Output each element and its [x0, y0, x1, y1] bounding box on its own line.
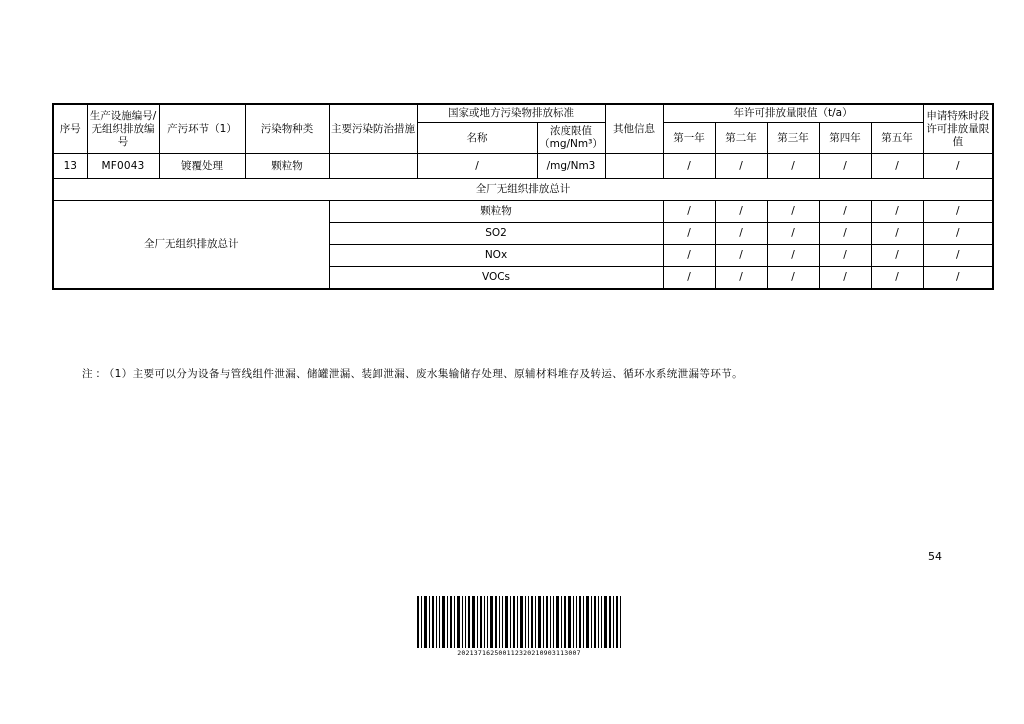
cell-other-info — [605, 154, 663, 179]
cell-special-limit: / — [923, 154, 993, 179]
header-special-limit: 申请特殊时段许可排放量限值 — [923, 104, 993, 154]
cell-year-1: / — [663, 223, 715, 245]
header-year-2: 第二年 — [715, 123, 767, 154]
header-concentration-limit: 浓度限值（mg/Nm³） — [537, 123, 605, 154]
table-header-row-1 — [53, 104, 993, 123]
table-band-row — [53, 179, 993, 201]
cell-year-2: / — [715, 267, 767, 290]
cell-process: 镀覆处理 — [159, 154, 245, 179]
header-annual-group: 年许可排放量限值（t/a） — [663, 104, 923, 123]
cell-year-4: / — [819, 201, 871, 223]
cell-year-1: / — [663, 245, 715, 267]
footnote-text: （1）主要可以分为设备与管线组件泄漏、储罐泄漏、装卸泄漏、废水集输储存处理、原辅材料堆存及转运、循环水系统泄漏等环节。 — [109, 368, 744, 380]
band-title: 全厂无组织排放总计 — [53, 179, 993, 201]
cell-year-3: / — [767, 223, 819, 245]
header-seq: 序号 — [53, 104, 87, 154]
cell-year-5: / — [871, 201, 923, 223]
emission-limits-table — [52, 103, 994, 290]
footnote-label: 注： — [82, 368, 109, 380]
cell-standard-name: / — [417, 154, 537, 179]
cell-year-5: / — [871, 223, 923, 245]
cell-pollutant-type: 颗粒物 — [245, 154, 329, 179]
cell-year-2: / — [715, 154, 767, 179]
cell-year-5: / — [871, 245, 923, 267]
cell-concentration-limit: /mg/Nm3 — [537, 154, 605, 179]
cell-pollutant-type: VOCs — [329, 267, 663, 290]
cell-special-limit: / — [923, 201, 993, 223]
cell-special-limit: / — [923, 245, 993, 267]
header-standard-group: 国家或地方污染物排放标准 — [417, 104, 605, 123]
header-pollutant-type: 污染物种类 — [245, 104, 329, 154]
barcode-block — [416, 596, 622, 657]
table-row — [53, 154, 993, 179]
cell-control-measure — [329, 154, 417, 179]
cell-year-5: / — [871, 267, 923, 290]
cell-facility-code: MF0043 — [87, 154, 159, 179]
cell-year-2: / — [715, 223, 767, 245]
cell-special-limit: / — [923, 267, 993, 290]
cell-year-4: / — [819, 223, 871, 245]
cell-year-1: / — [663, 154, 715, 179]
cell-special-limit: / — [923, 223, 993, 245]
cell-pollutant-type: SO2 — [329, 223, 663, 245]
cell-pollutant-type: 颗粒物 — [329, 201, 663, 223]
table-row — [53, 201, 993, 223]
cell-year-3: / — [767, 245, 819, 267]
cell-year-4: / — [819, 154, 871, 179]
cell-year-1: / — [663, 267, 715, 290]
header-year-5: 第五年 — [871, 123, 923, 154]
page-number: 54 — [928, 550, 942, 563]
cell-year-1: / — [663, 201, 715, 223]
emission-table-container — [52, 103, 990, 290]
header-year-4: 第四年 — [819, 123, 871, 154]
header-control-measure: 主要污染防治措施 — [329, 104, 417, 154]
barcode-image — [416, 596, 622, 648]
header-facility-code: 生产设施编号/无组织排放编号 — [87, 104, 159, 154]
cell-year-3: / — [767, 154, 819, 179]
subtotal-label: 全厂无组织排放总计 — [53, 201, 329, 290]
cell-year-2: / — [715, 201, 767, 223]
cell-year-4: / — [819, 267, 871, 290]
cell-year-4: / — [819, 245, 871, 267]
barcode-number: 202137162500112320210903113007 — [457, 649, 581, 657]
cell-pollutant-type: NOx — [329, 245, 663, 267]
cell-year-2: / — [715, 245, 767, 267]
header-other-info: 其他信息 — [605, 104, 663, 154]
cell-year-5: / — [871, 154, 923, 179]
header-year-1: 第一年 — [663, 123, 715, 154]
header-standard-name: 名称 — [417, 123, 537, 154]
cell-year-3: / — [767, 201, 819, 223]
table-footnote — [82, 366, 952, 383]
cell-seq: 13 — [53, 154, 87, 179]
header-process: 产污环节（1） — [159, 104, 245, 154]
cell-year-3: / — [767, 267, 819, 290]
header-year-3: 第三年 — [767, 123, 819, 154]
